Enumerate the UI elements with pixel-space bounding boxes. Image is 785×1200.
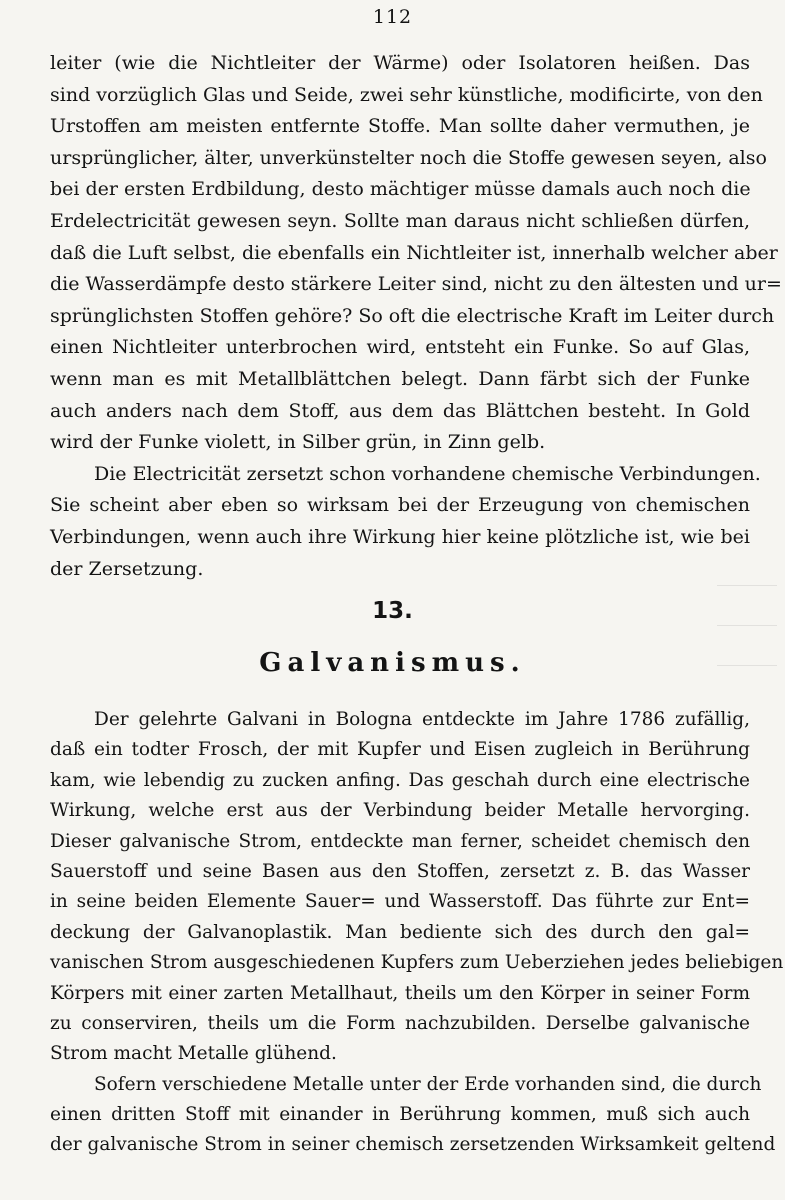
bleed-through-mark [717, 625, 777, 626]
text-line: daß ein todter Frosch, der mit Kupfer und Eisen zugleich in Berührung [50, 739, 750, 761]
text-line: Urstoffen am meisten entfernte Stoffe. Man sollte daher vermuthen, je [50, 115, 750, 138]
text-block-upper [50, 48, 782, 585]
section-number: 13. [372, 598, 413, 624]
text-line: Strom macht Metalle glühend. [50, 1043, 337, 1065]
text-line: wenn man es mit Metallblättchen belegt. Dann färbt sich der Funke [50, 367, 750, 390]
paragraph-galvani [50, 705, 784, 1070]
text-line: Sauerstoff und seine Basen aus den Stoffen, zersetzt z. B. das Wasser [50, 860, 750, 882]
text-line: einen Nichtleiter unterbrochen wird, entsteht ein Funke. So auf Glas, [50, 336, 750, 359]
text-line: vanischen Strom ausgeschiedenen Kupfers zum Ueberziehen jedes beliebigen [50, 952, 784, 974]
text-line: kam, wie lebendig zu zucken anfing. Das geschah durch eine electrische [50, 769, 750, 791]
text-line: sind vorzüglich Glas und Seide, zwei sehr künstliche, modificirte, von den [50, 83, 763, 106]
text-line: Sofern verschiedene Metalle unter der Erde vorhanden sind, die durch [94, 1073, 762, 1095]
paragraph-metals [50, 1070, 776, 1161]
text-line: Körpers mit einer zarten Metallhaut, theils um den Körper in seiner Form [50, 982, 750, 1004]
text-line: bei der ersten Erdbildung, desto mächtiger müsse damals auch noch die [50, 178, 751, 201]
page-number: 112 [372, 6, 413, 28]
text-line: der galvanische Strom in seiner chemisch zersetzenden Wirksamkeit geltend [50, 1134, 776, 1156]
text-line: einen dritten Stoff mit einander in Berührung kommen, muß sich auch [50, 1104, 750, 1126]
text-line: leiter (wie die Nichtleiter der Wärme) oder Isolatoren heißen. Das [50, 52, 750, 74]
text-line: Wirkung, welche erst aus der Verbindung beider Metalle hervorging. [50, 800, 750, 822]
paragraph-electricity [50, 459, 761, 585]
text-line: auch anders nach dem Stoff, aus dem das Blättchen besteht. In Gold [50, 399, 750, 422]
paragraph-continuation [50, 48, 782, 459]
bleed-through-mark [717, 665, 777, 666]
text-line: sprünglichsten Stoffen gehöre? So oft die electrische Kraft im Leiter durch [50, 304, 775, 327]
text-line: daß die Luft selbst, die ebenfalls ein Nichtleiter ist, innerhalb welcher aber [50, 241, 778, 264]
text-line: Dieser galvanische Strom, entdeckte man ferner, scheidet chemisch den [50, 830, 750, 852]
text-line: der Zersetzung. [50, 557, 204, 580]
text-line: wird der Funke violett, in Silber grün, in Zinn gelb. [50, 431, 546, 454]
text-line: Die Electricität zersetzt schon vorhandene chemische Verbindungen. [94, 462, 761, 485]
text-line: Der gelehrte Galvani in Bologna entdeckte im Jahre 1786 zufällig, [94, 709, 750, 730]
text-line: die Wasserdämpfe desto stärkere Leiter sind, nicht zu den ältesten und ur= [50, 273, 782, 296]
text-line: Sie scheint aber eben so wirksam bei der Erzeugung von chemischen [50, 494, 750, 517]
section-title: Galvanismus. [259, 648, 526, 678]
text-line: ursprünglicher, älter, unverkünstelter noch die Stoffe gewesen seyen, also [50, 146, 767, 169]
bleed-through-mark [717, 585, 777, 586]
text-line: deckung der Galvanoplastik. Man bediente sich des durch den gal= [50, 921, 750, 943]
text-block-lower [50, 705, 784, 1161]
text-line: zu conserviren, theils um die Form nachzubilden. Derselbe galvanische [50, 1012, 750, 1034]
text-line: Verbindungen, wenn auch ihre Wirkung hier keine plötzliche ist, wie bei [50, 525, 750, 548]
text-line: in seine beiden Elemente Sauer= und Wasserstoff. Das führte zur Ent= [50, 891, 750, 913]
text-line: Erdelectricität gewesen seyn. Sollte man daraus nicht schließen dürfen, [50, 209, 750, 232]
